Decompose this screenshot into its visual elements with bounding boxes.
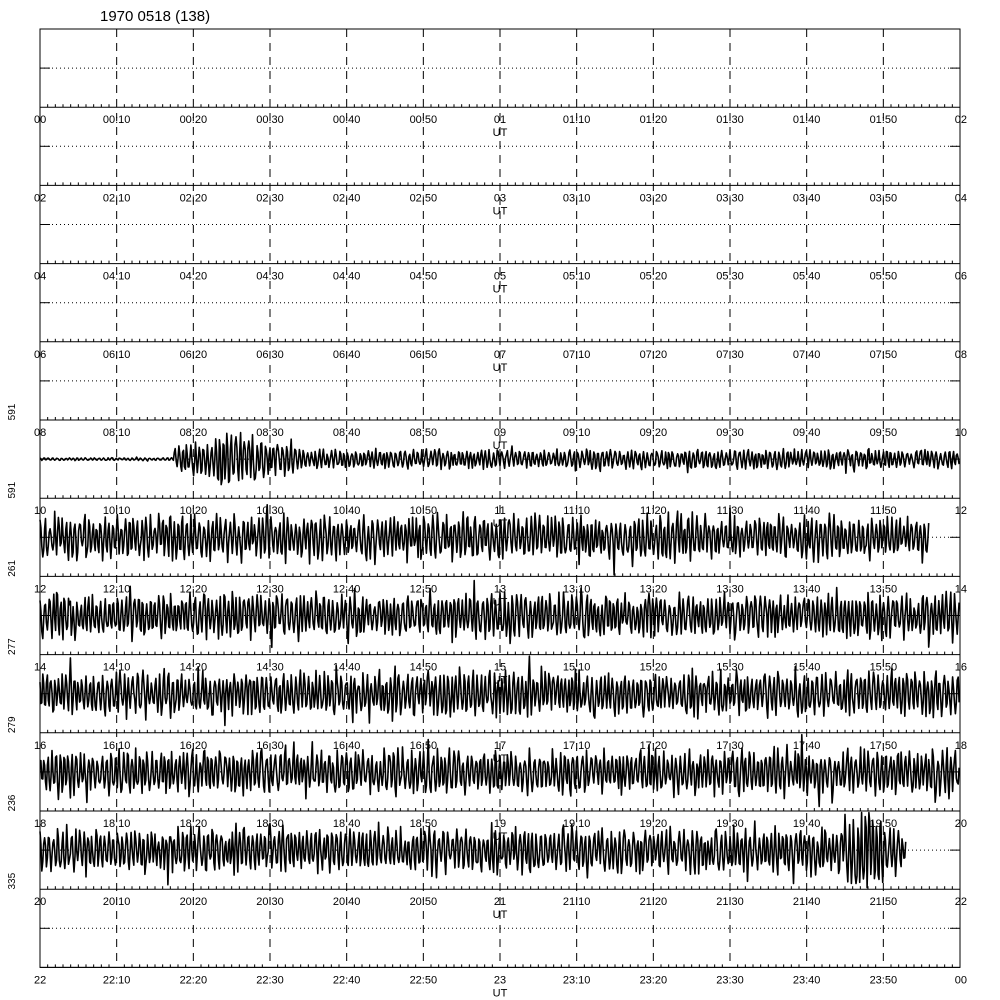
time-tick-label: 04:30 bbox=[256, 270, 284, 283]
time-tick-label: 02:20 bbox=[179, 192, 208, 205]
time-tick-label: 11:30 bbox=[716, 505, 744, 518]
time-tick-label: 12:20 bbox=[179, 583, 208, 596]
time-tick-label: 08:50 bbox=[409, 427, 438, 439]
time-tick-label: 12:40 bbox=[332, 583, 361, 596]
time-tick-label: 08:10 bbox=[102, 427, 131, 439]
time-tick-label: 22 bbox=[954, 896, 967, 909]
time-tick-label: 11:10 bbox=[563, 505, 591, 518]
time-tick-label: 13:40 bbox=[792, 583, 821, 596]
time-tick-label: 10:10 bbox=[102, 505, 131, 518]
time-tick-label: 23:20 bbox=[639, 974, 668, 987]
time-tick-label: 20:50 bbox=[409, 896, 438, 909]
time-tick-label: 16:20 bbox=[179, 739, 208, 752]
ut-axis-label: UT bbox=[492, 440, 508, 452]
time-tick-label: 00 bbox=[954, 974, 967, 987]
row-scale-value: 277 bbox=[7, 638, 18, 655]
time-tick-label: 18:40 bbox=[332, 818, 361, 830]
time-tick-label: 20:30 bbox=[256, 896, 284, 909]
time-tick-label: 03:20 bbox=[639, 192, 668, 205]
time-tick-label: 19:10 bbox=[562, 818, 591, 830]
time-tick-label: 06:50 bbox=[409, 348, 438, 361]
time-tick-label: 10:50 bbox=[409, 505, 438, 518]
time-tick-label: 09 bbox=[493, 427, 507, 439]
time-tick-label: 00:40 bbox=[332, 114, 361, 127]
time-tick-label: 01:30 bbox=[716, 114, 744, 127]
time-tick-label: 07:40 bbox=[792, 348, 821, 361]
time-tick-label: 04:10 bbox=[102, 270, 131, 283]
time-tick-label: 16:50 bbox=[409, 739, 438, 752]
time-tick-label: 06:10 bbox=[102, 348, 131, 361]
time-tick-label: 18 bbox=[954, 739, 967, 752]
ut-axis-label: UT bbox=[492, 909, 508, 922]
time-tick-label: 03:50 bbox=[869, 192, 898, 205]
time-tick-label: 23:30 bbox=[716, 974, 744, 987]
time-tick-label: 08 bbox=[34, 427, 47, 439]
time-tick-label: 04:40 bbox=[332, 270, 361, 283]
time-tick-label: 13:30 bbox=[716, 583, 744, 596]
time-tick-label: 12 bbox=[954, 505, 967, 518]
time-tick-label: 12:50 bbox=[409, 583, 438, 596]
time-tick-label: 22:10 bbox=[102, 974, 131, 987]
time-tick-label: 08 bbox=[954, 348, 967, 361]
time-tick-label: 13 bbox=[493, 583, 507, 596]
time-tick-label: 14 bbox=[954, 583, 967, 596]
time-tick-label: 08:30 bbox=[256, 427, 284, 439]
time-tick-label: 17:20 bbox=[639, 739, 668, 752]
time-tick-label: 10 bbox=[954, 427, 967, 439]
time-tick-label: 17:10 bbox=[562, 739, 591, 752]
time-tick-label: 09:30 bbox=[716, 427, 744, 439]
time-tick-label: 13:50 bbox=[869, 583, 898, 596]
time-tick-label: 15:10 bbox=[562, 661, 591, 674]
row-scale-value: 591 bbox=[7, 481, 18, 499]
time-tick-label: 05:10 bbox=[562, 270, 591, 283]
time-tick-label: 01:50 bbox=[869, 114, 898, 127]
time-tick-label: 18:20 bbox=[179, 818, 208, 830]
ut-axis-label: UT bbox=[492, 127, 508, 140]
time-tick-label: 14:30 bbox=[256, 661, 284, 674]
time-tick-label: 02:40 bbox=[332, 192, 361, 205]
time-tick-label: 00:20 bbox=[179, 114, 208, 127]
time-tick-label: 18:50 bbox=[409, 818, 438, 830]
time-tick-label: 20:20 bbox=[179, 896, 208, 909]
time-tick-label: 09:20 bbox=[639, 427, 668, 439]
time-tick-label: 10:40 bbox=[332, 505, 361, 518]
time-tick-label: 23:50 bbox=[869, 974, 898, 987]
time-tick-label: 23:40 bbox=[792, 974, 821, 987]
time-tick-label: 16:30 bbox=[256, 739, 284, 752]
ut-axis-label: UT bbox=[492, 674, 508, 687]
time-tick-label: 15:50 bbox=[869, 661, 898, 674]
ut-axis-label: UT bbox=[492, 361, 508, 374]
time-tick-label: 17:30 bbox=[716, 739, 744, 752]
time-tick-label: 02 bbox=[34, 192, 47, 205]
time-tick-label: 18 bbox=[34, 818, 47, 830]
time-tick-label: 14:50 bbox=[409, 661, 438, 674]
time-tick-label: 07:50 bbox=[869, 348, 898, 361]
row-scale-value: 261 bbox=[7, 560, 18, 577]
time-tick-label: 05:50 bbox=[869, 270, 898, 283]
time-tick-label: 03:10 bbox=[562, 192, 591, 205]
time-tick-label: 21:50 bbox=[869, 896, 898, 909]
time-tick-label: 21:40 bbox=[792, 896, 821, 909]
time-tick-label: 03:30 bbox=[716, 192, 744, 205]
row-scale-value: 236 bbox=[7, 794, 18, 812]
time-tick-label: 23:10 bbox=[562, 974, 591, 987]
time-tick-label: 15:30 bbox=[716, 661, 744, 674]
time-tick-label: 00:10 bbox=[102, 114, 131, 127]
time-tick-label: 17:50 bbox=[869, 739, 898, 752]
time-tick-label: 01:40 bbox=[792, 114, 821, 127]
time-tick-label: 09:40 bbox=[792, 427, 821, 439]
time-tick-label: 12:10 bbox=[102, 583, 131, 596]
time-tick-label: 02:30 bbox=[256, 192, 284, 205]
time-tick-label: 16:40 bbox=[332, 739, 361, 752]
time-tick-label: 18:30 bbox=[256, 818, 284, 830]
time-tick-label: 21 bbox=[493, 896, 507, 909]
ut-axis-label: UT bbox=[492, 205, 508, 218]
time-tick-label: 11:50 bbox=[869, 505, 897, 518]
time-tick-label: 05 bbox=[493, 270, 507, 283]
time-tick-label: 19:50 bbox=[869, 818, 898, 830]
time-tick-label: 06:30 bbox=[256, 348, 284, 361]
time-tick-label: 21:30 bbox=[716, 896, 744, 909]
row-scale-value: 279 bbox=[7, 716, 18, 734]
time-tick-label: 13:20 bbox=[639, 583, 668, 596]
time-tick-label: 22 bbox=[34, 974, 47, 987]
time-tick-label: 21:10 bbox=[562, 896, 591, 909]
time-tick-label: 11:40 bbox=[793, 505, 821, 518]
time-tick-label: 14:40 bbox=[332, 661, 361, 674]
time-tick-label: 08:20 bbox=[179, 427, 208, 439]
time-tick-label: 02:50 bbox=[409, 192, 438, 205]
time-tick-label: 12 bbox=[34, 583, 47, 596]
time-tick-label: 19:30 bbox=[716, 818, 744, 830]
ut-axis-label: UT bbox=[492, 518, 508, 531]
time-tick-label: 14:20 bbox=[179, 661, 208, 674]
ut-axis-label: UT bbox=[492, 283, 508, 296]
time-tick-label: 04:50 bbox=[409, 270, 438, 283]
ut-axis-label: UT bbox=[492, 752, 508, 765]
time-tick-label: 00:50 bbox=[409, 114, 438, 127]
row-scale-value: 591 bbox=[7, 403, 18, 421]
row-scale-value: 335 bbox=[7, 872, 18, 890]
time-tick-label: 16 bbox=[954, 661, 967, 674]
time-tick-label: 13:10 bbox=[562, 583, 591, 596]
time-tick-label: 05:30 bbox=[716, 270, 744, 283]
time-tick-label: 18:10 bbox=[102, 818, 131, 830]
time-tick-label: 06:40 bbox=[332, 348, 361, 361]
time-tick-label: 06:20 bbox=[179, 348, 208, 361]
time-tick-label: 19:40 bbox=[792, 818, 821, 830]
time-tick-label: 14 bbox=[34, 661, 47, 674]
ut-axis-label: UT bbox=[492, 596, 508, 609]
time-tick-label: 04:20 bbox=[179, 270, 208, 283]
time-tick-label: 21:20 bbox=[639, 896, 668, 909]
time-tick-label: 00 bbox=[34, 114, 47, 127]
time-tick-label: 20:40 bbox=[332, 896, 361, 909]
ut-axis-label: UT bbox=[492, 831, 508, 843]
time-tick-label: 22:40 bbox=[332, 974, 361, 987]
time-tick-label: 22:20 bbox=[179, 974, 208, 987]
time-tick-label: 07 bbox=[493, 348, 507, 361]
chart-title: 1970 0518 (138) bbox=[100, 8, 211, 25]
time-tick-label: 04 bbox=[954, 192, 967, 205]
time-tick-label: 10 bbox=[34, 505, 47, 518]
time-tick-label: 22:50 bbox=[409, 974, 438, 987]
time-tick-label: 14:10 bbox=[102, 661, 131, 674]
time-tick-label: 15:20 bbox=[639, 661, 668, 674]
time-tick-label: 03 bbox=[493, 192, 507, 205]
time-tick-label: 03:40 bbox=[792, 192, 821, 205]
time-tick-label: 01:10 bbox=[562, 114, 591, 127]
time-tick-label: 10:20 bbox=[179, 505, 208, 518]
time-tick-label: 05:20 bbox=[639, 270, 668, 283]
time-tick-label: 09:50 bbox=[869, 427, 898, 439]
time-tick-label: 11 bbox=[494, 505, 506, 518]
time-tick-label: 15 bbox=[493, 661, 507, 674]
time-tick-label: 22:30 bbox=[256, 974, 284, 987]
time-tick-label: 19:20 bbox=[639, 818, 668, 830]
time-tick-label: 20 bbox=[34, 896, 47, 909]
time-tick-label: 07:20 bbox=[639, 348, 668, 361]
time-tick-label: 00:30 bbox=[256, 114, 284, 127]
time-tick-label: 02 bbox=[954, 114, 967, 127]
time-tick-label: 15:40 bbox=[792, 661, 821, 674]
time-tick-label: 20 bbox=[954, 818, 967, 830]
time-tick-label: 10:30 bbox=[256, 505, 284, 518]
time-tick-label: 02:10 bbox=[102, 192, 131, 205]
time-tick-label: 23 bbox=[493, 974, 507, 987]
time-tick-label: 17:40 bbox=[792, 739, 821, 752]
time-tick-label: 01 bbox=[493, 114, 507, 127]
time-tick-label: 19 bbox=[493, 818, 507, 830]
time-tick-label: 04 bbox=[34, 270, 47, 283]
time-tick-label: 09:10 bbox=[562, 427, 591, 439]
time-tick-label: 06 bbox=[954, 270, 967, 283]
time-tick-label: 07:30 bbox=[716, 348, 744, 361]
time-tick-label: 01:20 bbox=[639, 114, 668, 127]
time-tick-label: 16:10 bbox=[102, 739, 131, 752]
time-tick-label: 17 bbox=[493, 739, 507, 752]
time-tick-label: 08:40 bbox=[332, 427, 361, 439]
time-tick-label: 16 bbox=[34, 739, 47, 752]
time-tick-label: 06 bbox=[34, 348, 47, 361]
time-tick-label: 05:40 bbox=[792, 270, 821, 283]
time-tick-label: 12:30 bbox=[256, 583, 284, 596]
time-tick-label: 20:10 bbox=[102, 896, 131, 909]
time-tick-label: 11:20 bbox=[639, 505, 667, 518]
ut-axis-label: UT bbox=[492, 987, 508, 1000]
time-tick-label: 07:10 bbox=[562, 348, 591, 361]
